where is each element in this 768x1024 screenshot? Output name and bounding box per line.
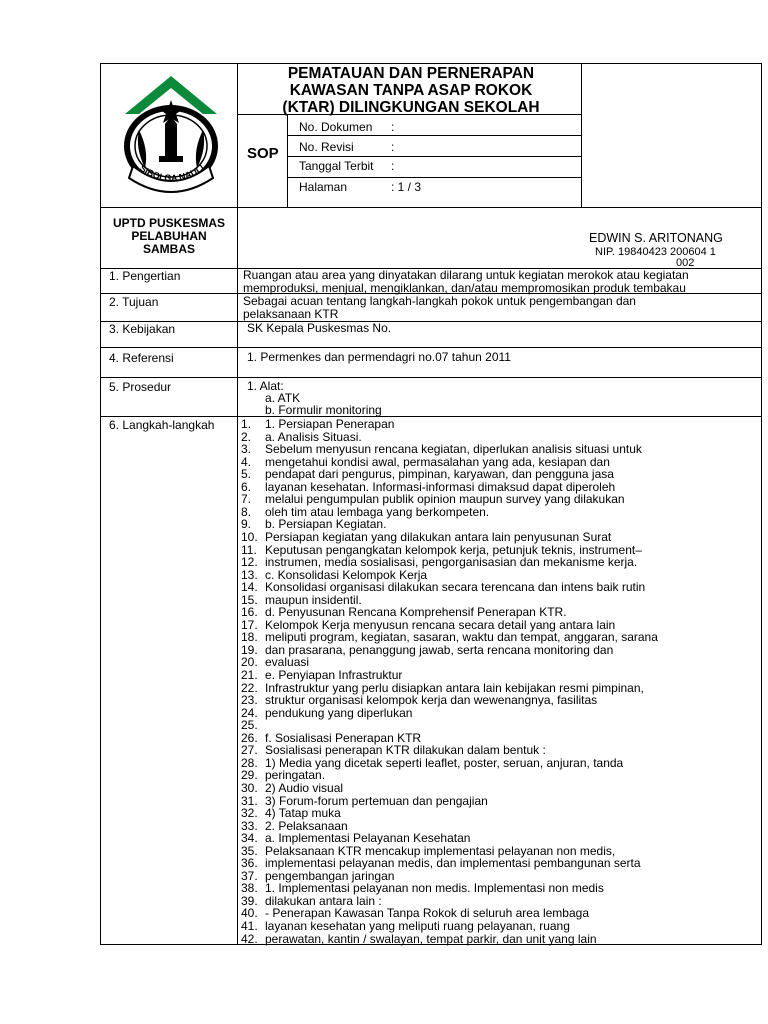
list-item-text: layanan kesehatan. Informasi-informasi dimaksud dapat diperoleh — [265, 479, 616, 494]
document-title-line: KAWASAN TANPA ASAP ROKOK — [289, 82, 533, 99]
signer-nip: NIP. 19840423 200604 1 — [595, 246, 716, 258]
sop-document — [100, 63, 762, 945]
list-item-text: oleh tim atau lembaga yang berkompeten. — [265, 504, 490, 519]
list-item-number: 23. — [241, 693, 258, 708]
list-item-number: 21. — [241, 668, 258, 682]
list-item-text: 1. Persiapan Penerapan — [265, 417, 395, 431]
list-item-text: peringatan. — [265, 768, 326, 783]
list-item-number: 37. — [241, 868, 258, 883]
list-item-text: Sebelum menyusun rencana kegiatan, diperlukan analisis situasi untuk — [265, 442, 642, 457]
list-item-text: e. Penyiapan Infrastruktur — [265, 668, 403, 682]
divider — [101, 416, 761, 417]
divider — [101, 377, 761, 378]
list-item-number: 8. — [241, 504, 252, 519]
list-item-text: 3) Forum-forum pertemuan dan pengajian — [265, 793, 488, 808]
list-item-number: 10. — [241, 529, 258, 544]
prosedur-item: a. ATK — [265, 391, 301, 405]
divider — [581, 64, 582, 207]
prosedur-item: 1. Alat: — [247, 379, 284, 393]
signer-nip: 002 — [676, 257, 695, 269]
list-item — [241, 719, 265, 732]
list-item-number: 42. — [241, 931, 258, 946]
list-item-number: 3. — [241, 442, 252, 457]
list-item-text: pendapat dari pengurus, pimpinan, karyawan, dan pengguna jasa — [265, 467, 614, 482]
list-item-number: 35. — [241, 843, 258, 858]
list-item-number: 17. — [241, 617, 258, 632]
list-item-number: 22. — [241, 680, 258, 695]
field-label-no-revisi: No. Revisi — [299, 140, 354, 154]
list-item-text: 2) Audio visual — [265, 780, 344, 795]
row-text-tujuan: pelaksanaan KTR — [243, 307, 339, 321]
list-item-number: 34. — [241, 831, 258, 846]
divider — [101, 321, 761, 322]
list-item-text: Kelompok Kerja menyusun rencana secara detail yang antara lain — [265, 617, 616, 632]
divider — [287, 156, 581, 157]
list-item-text: Infrastruktur yang perlu disiapkan antara lain kebijakan resmi pimpinan, — [265, 680, 644, 695]
row-text-tujuan: Sebagai acuan tentang langkah-langkah pokok untuk pengembangan dan — [243, 294, 636, 308]
field-value-halaman: : 1 / 3 — [391, 180, 422, 194]
list-item-number: 13. — [241, 567, 258, 582]
list-item-text: 1. Implementasi pelayanan non medis. Implementasi non medis — [265, 881, 604, 896]
sop-label: SOP — [247, 145, 279, 162]
divider — [287, 135, 581, 136]
list-item-number: 2. — [241, 429, 252, 444]
field-label-no-dokumen: No. Dokumen — [299, 120, 373, 134]
list-item-number: 41. — [241, 919, 258, 933]
puskesmas-logo — [115, 70, 227, 196]
list-item-text: layanan kesehatan yang meliputi ruang pelayanan, ruang — [265, 919, 570, 933]
list-item-number: 25. — [241, 718, 258, 733]
list-item-number: 7. — [241, 492, 252, 507]
divider — [237, 207, 238, 945]
list-item-number: 1. — [241, 417, 252, 431]
list-item — [241, 707, 412, 720]
list-item-text: dan prasarana, penanggung jawab, serta rencana monitoring dan — [265, 642, 614, 657]
list-item-text: mengetahui kondisi awal, permasalahan yang ada, kesiapan dan — [265, 454, 610, 469]
list-item-number: 18. — [241, 630, 258, 645]
list-item-number: 29. — [241, 768, 258, 783]
row-label-kebijakan: 3. Kebijakan — [109, 322, 176, 336]
row-label-referensi: 4. Referensi — [109, 351, 174, 365]
list-item-number: 12. — [241, 555, 258, 570]
row-label-tujuan: 2. Tujuan — [109, 295, 159, 309]
row-text-kebijakan: SK Kepala Puskesmas No. — [247, 321, 392, 335]
list-item-text: a. Analisis Situasi. — [265, 429, 362, 444]
list-item-number: 26. — [241, 730, 258, 745]
list-item-number: 32. — [241, 806, 258, 821]
list-item-text: 1) Media yang dicetak seperti leaflet, poster, seruan, anjuran, tanda — [265, 755, 624, 770]
list-item-text: d. Penyusunan Rencana Komprehensif Penerapan KTR. — [265, 605, 567, 620]
list-item-number: 6. — [241, 479, 252, 494]
signer-name: EDWIN S. ARITONANG — [589, 231, 723, 245]
list-item-text: melalui pengumpulan publik opinion maupun survey yang dilakukan — [265, 492, 625, 507]
row-label-pengertian: 1. Pengertian — [109, 269, 181, 283]
document-title-line: (KTAR) DILINGKUNGAN SEKOLAH — [282, 99, 540, 116]
list-item-number: 11. — [241, 542, 257, 557]
list-item-text: a. Implementasi Pelayanan Kesehatan — [265, 831, 471, 846]
org-name-line: UPTD PUSKESMAS — [112, 216, 225, 230]
divider — [287, 114, 288, 207]
list-item-number: 28. — [241, 755, 258, 770]
list-item-text: 2. Pelaksanaan — [265, 818, 348, 833]
list-item-number: 15. — [241, 592, 258, 607]
divider — [101, 207, 761, 208]
list-item-number: 40. — [241, 906, 258, 921]
field-label-tanggal-terbit: Tanggal Terbit — [299, 159, 374, 173]
list-item-number: 39. — [241, 893, 258, 908]
row-text-pengertian: memproduksi, menjual, mengiklankan, dan/atau mempromosikan produk tembakau — [243, 281, 686, 295]
logo-text: SIBOLGA NAULI — [138, 162, 206, 184]
list-item-text: pendukung yang diperlukan — [265, 705, 413, 720]
list-item-text: pengembangan jaringan — [265, 868, 395, 883]
list-item-text: implementasi pelayanan medis, dan implementasi pembangunan serta — [265, 856, 641, 871]
list-item-number: 27. — [241, 743, 258, 758]
org-name-line: PELABUHAN — [131, 229, 207, 243]
list-item-text: f. Sosialisasi Penerapan KTR — [265, 730, 422, 745]
list-item-number: 24. — [241, 705, 258, 720]
field-value-no-revisi: : — [391, 140, 395, 154]
list-item-text: Pelaksanaan KTR mencakup implementasi pelayanan non medis, — [265, 843, 616, 858]
list-item-text: instrumen, media sosialisasi, pengorganisasian dan mekanisme kerja. — [265, 555, 638, 570]
list-item-text: Persiapan kegiatan yang dilakukan antara lain penyusunan Surat — [265, 529, 612, 544]
row-text-referensi: 1. Permenkes dan permendagri no.07 tahun 2011 — [247, 350, 511, 364]
list-item-number: 14. — [241, 580, 258, 595]
list-item-text: 4) Tatap muka — [265, 806, 341, 821]
field-label-halaman: Halaman — [299, 180, 348, 194]
list-item-number: 31. — [241, 793, 258, 808]
list-item-text: evaluasi — [265, 655, 310, 670]
list-item-number: 38. — [241, 881, 258, 896]
list-item-text: b. Persiapan Kegiatan. — [265, 517, 387, 532]
divider — [287, 177, 581, 178]
row-label-prosedur: 5. Prosedur — [109, 380, 172, 394]
list-item-number: 5. — [241, 467, 252, 482]
list-item-text: - Penerapan Kawasan Tanpa Rokok di seluruh area lembaga — [265, 906, 589, 921]
field-value-tanggal-terbit: : — [391, 159, 395, 173]
list-item-number: 16. — [241, 605, 258, 620]
list-item-text: struktur organisasi kelompok kerja dan wewenangnya, fasilitas — [265, 693, 598, 708]
row-text-pengertian: Ruangan atau area yang dinyatakan dilarang untuk kegiatan merokok atau kegiatan — [243, 268, 689, 282]
list-item — [241, 933, 597, 946]
prosedur-item: b. Formulir monitoring — [265, 403, 382, 417]
list-item-number: 19. — [241, 642, 258, 657]
divider — [101, 347, 761, 348]
list-item-text: c. Konsolidasi Kelompok Kerja — [265, 567, 428, 582]
document-title-line: PEMATAUAN DAN PERNERAPAN — [287, 65, 535, 82]
list-item-text: Sosialisasi penerapan KTR dilakukan dalam bentuk : — [265, 743, 546, 758]
list-item-number: 30. — [241, 780, 258, 795]
list-item-text: Konsolidasi organisasi dilakukan secara terencana dan intens baik rutin — [265, 580, 646, 595]
list-item-text: dilakukan antara lain : — [265, 893, 382, 908]
list-item-number: 33. — [241, 818, 258, 833]
list-item-text: perawatan, kantin / swalayan, tempat parkir, dan unit yang lain — [265, 931, 597, 946]
list-item-number: 9. — [241, 517, 252, 532]
list-item-number: 36. — [241, 856, 258, 871]
list-item-number: 20. — [241, 655, 258, 670]
list-item-number: 4. — [241, 454, 252, 469]
list-item-text: meliputi program, kegiatan, sasaran, waktu dan tempat, anggaran, sarana — [265, 630, 658, 645]
row-label-langkah: 6. Langkah-langkah — [109, 418, 215, 432]
field-value-no-dokumen: : — [391, 120, 395, 134]
divider — [237, 64, 238, 207]
list-item-text: maupun insidentil. — [265, 592, 362, 607]
org-name-line: SAMBAS — [142, 242, 195, 256]
list-item-text: Keputusan pengangkatan kelompok kerja, petunjuk teknis, instrument– — [265, 542, 642, 557]
